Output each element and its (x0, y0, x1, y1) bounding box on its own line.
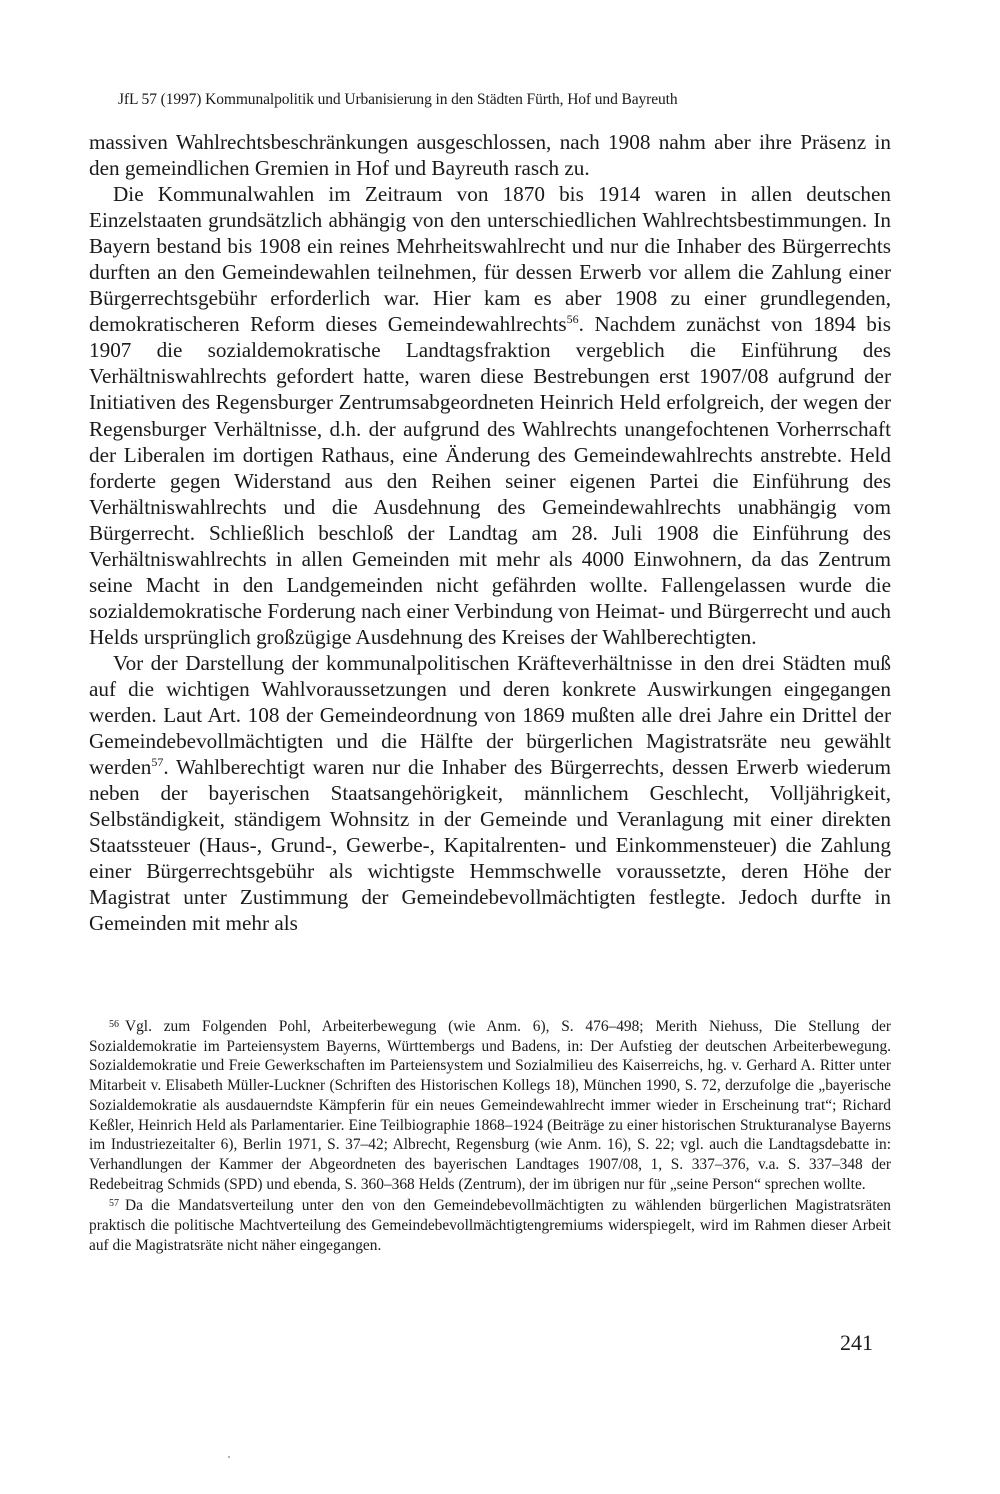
paragraph-3 (89, 650, 891, 937)
footnote-56 (89, 1015, 891, 1194)
paragraph-1-text: massiven Wahlrechtsbeschränkungen ausgeschlossen, nach 1908 nahm aber ihre Präsenz in den gemeindlichen Gremien in Hof und Bayreuth rasch zu. (89, 130, 891, 181)
footnote-number: 56 (109, 1019, 119, 1030)
footnote-ref-56[interactable]: 56 (566, 312, 579, 327)
scan-speck (228, 1456, 230, 1458)
main-text (89, 129, 891, 936)
paragraph-1 (89, 129, 891, 181)
footnote-text: Da die Mandatsverteilung unter den von den Gemeindebevollmächtigten zu wählenden bürgerlichen Magistratsräten praktisch die politische Machtverteilung des Gemeindebevollmächtigtengremiums widerspiegelt, wird im Rahmen dieser Arbeit auf die Magistratsräte nicht näher eingegangen. (89, 1197, 891, 1254)
footnotes (89, 1015, 891, 1255)
footnote-57 (89, 1194, 891, 1255)
page-number: 241 (840, 1330, 873, 1355)
footnote-ref-57[interactable]: 57 (151, 755, 164, 770)
footnote-number: 57 (109, 1198, 119, 1210)
paragraph-2 (89, 181, 891, 650)
running-head: JfL 57 (1997) Kommunalpolitik und Urbanisierung in den Städten Fürth, Hof und Bayreuth (118, 91, 678, 108)
paragraph-3-text-a: Vor der Darstellung der kommunalpolitischen Kräfteverhältnisse in den drei Städten muß auf die wichtigen Wahlvoraussetzungen und deren konkrete Auswirkungen eingegangen werden. Laut Art. 108 der Gemeindeordnung von 1869 mußten alle drei Jahre ein Drittel der Gemeindebevollmächtigten und die Hälfte der bürgerlichen Magistratsräte neu gewählt werden (89, 650, 891, 780)
paragraph-2-text-b: . Nachdem zunächst von 1894 bis 1907 die sozialdemokratische Landtagsfraktion vergeblich die Einführung des Verhältniswahlrechts gefordert hatte, waren diese Bestrebungen erst 1907/08 aufgrund der Initiativen des Regensburger Zentrumsabgeordneten Heinrich Held erfolgreich, der wegen der Regensburger Verhältnisse, d.h. der aufgrund des Wahlrechts unangefochtenen Vorherrschaft der Liberalen im dortigen Rathaus, eine Änderung des Gemeindewahlrechts anstrebte. Held forderte gegen Widerstand aus den Reihen seiner eigenen Partei die Einführung des Verhältniswahlrechts und die Ausdehnung des Gemeindewahlrechts unabhängig vom Bürgerrecht. Schließlich beschloß der Landtag am 28. Juli 1908 die Einführung des Verhältniswahlrechts in allen Gemeinden mit mehr als 4000 Einwohnern, da das Zentrum seine Macht in den Landgemeinden nicht gefährden wollte. Fallengelassen wurde die sozialdemokratische Forderung nach einer Verbindung von Heimat- und Bürgerrecht und auch Helds ursprünglich großzügige Ausdehnung des Kreises der Wahlberechtigten. (89, 312, 891, 649)
paragraph-2-text-a: Die Kommunalwahlen im Zeitraum von 1870 bis 1914 waren in allen deutschen Einzelstaaten grundsätzlich abhängig von den unterschiedlichen Wahlrechtsbestimmungen. In Bayern bestand bis 1908 ein reines Mehrheitswahlrecht und nur die Inhaber des Bürgerrechts durften an den Gemeindewahlen teilnehmen, für dessen Erwerb vor allem die Zahlung einer Bürgerrechtsgebühr erforderlich war. Hier kam es aber 1908 zu einer grundlegenden, demokratischeren Reform dieses Gemeindewahlrechts (89, 182, 891, 337)
footnote-text: Vgl. zum Folgenden Pohl, Arbeiterbewegung (wie Anm. 6), S. 476–498; Merith Niehuss, Die Stellung der Sozialdemokratie im Parteiensystem Bayerns, Württembergs und Badens, in: Der Aufstieg der deutschen Arbeiterbewegung. Sozialdemokratie und Freie Gewerkschaften im Parteiensystem und Sozialmilieu des Kaiserreichs, hg. v. Gerhard A. Ritter unter Mitarbeit v. Elisabeth Müller-Luckner (Schriften des Historischen Kollegs 18), München 1990, S. 72, derzufolge die „bayerische Sozialdemokratie als ausdauerndste Kämpferin für ein neues Gemeindewahlrecht immer wieder in Erscheinung trat“; Richard Keßler, Heinrich Held als Parlamentarier. Eine Teilbiographie 1868–1924 (Beiträge zu einer historischen Strukturanalyse Bayerns im Industriezeitalter 6), Berlin 1971, S. 37–42; Albrecht, Regensburg (wie Anm. 16), S. 22; vgl. auch die Landtagsdebatte in: Verhandlungen der Kammer der Abgeordneten des bayerischen Landtages 1907/08, 1, S. 337–376, v.a. S. 337–348 der Redebeitrag Schmids (SPD) und ebenda, S. 360–368 Helds (Zentrum), der im übrigen nur für „seine Person“ sprechen wollte. (89, 1018, 891, 1193)
paragraph-3-text-b: . Wahlberechtigt waren nur die Inhaber des Bürgerrechts, dessen Erwerb wiederum neben der bayerischen Staatsangehörigkeit, männlichem Geschlecht, Volljährigkeit, Selbständigkeit, ständigem Wohnsitz in der Gemeinde und Veranlagung mit einer direkten Staatssteuer (Haus-, Grund-, Gewerbe-, Kapitalrenten- und Einkommensteuer) die Zahlung einer Bürgerrechtsgebühr als wichtigste Hemmschwelle voraussetzte, deren Höhe der Magistrat unter Zustimmung der Gemeindebevollmächtigten festlegte. Jedoch durfte in Gemeinden mit mehr als (89, 755, 891, 936)
